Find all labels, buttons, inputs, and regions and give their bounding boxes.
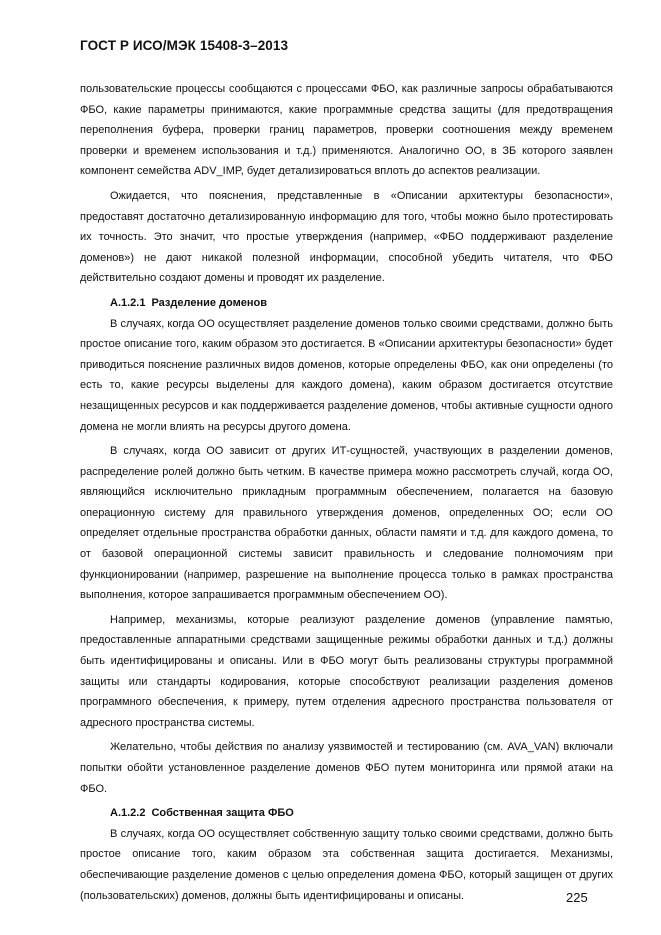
- document-body: [80, 79, 613, 910]
- paragraph: Ожидается, что пояснения, представленные в «Описании архитектуры безопасности», предоставят достаточно детализированную информацию для того, чтобы можно было протестировать их точность. Это значит, что простые утверждения (например, «ФБО поддерживают разделение доменов») не дают никакой полезной информации, способной убедить читателя, что ФБО действительно создают домены и проводят их разделение.: [80, 189, 613, 285]
- section-heading-domain-separation: [80, 293, 613, 314]
- section-number: А.1.2.1: [110, 296, 146, 309]
- paragraph: В случаях, когда ОО осуществляет разделение доменов только своими средствами, должно быть простое описание того, каким образом это достигается. В «Описании архитектуры безопасности» будет приводиться пояснение различных видов доменов, которые определены ФБО, как они определены (то есть то, какие ресурсы выделены для каждого домена), каким образом достигается отсутствие незащищенных ресурсов и как поддерживается разделение доменов, чтобы активные сущности одного домена не могли влиять на ресурсы другого домена.: [80, 317, 613, 433]
- paragraph-continuation: пользовательские процессы сообщаются с процессами ФБО, как различные запросы обрабатываются ФБО, какие параметры принимаются, какие программные средства защиты (для предотвращения переполнения буфера, проверки границ параметров, проверки соотношения между временем проверки и временем использования и т.д.) применяются. Аналогично ОО, в ЗБ которого заявлен компонент семейства ADV_IMP, будет детализироваться вплоть до аспектов реализации.: [80, 83, 613, 178]
- page-number: 225: [566, 890, 588, 905]
- section-title: Собственная защита ФБО: [151, 807, 294, 820]
- section-heading-self-protection: [80, 803, 613, 824]
- section-number: А.1.2.2: [110, 807, 146, 820]
- paragraph: В случаях, когда ОО зависит от других ИТ-сущностей, участвующих в разделении доменов, распределение ролей должно быть четким. В качестве примера можно рассмотреть случай, когда ОО, являющийся исключительно прикладным программным обеспечением, полагается на базовую операционную систему для правильного утверждения доменов, определенных ОО; если ОО определяет отдельные пространства обработки данных, области памяти и т.д. для каждого домена, то от базовой операционной системы зависит правильность и следование полномочиям при функционировании (например, разрешение на выполнение процесса только в рамках пространства выполнения, которое запрашивается программным обеспечением ОО).: [80, 445, 613, 602]
- section-title: Разделение доменов: [151, 296, 267, 309]
- document-header: ГОСТ Р ИСО/МЭК 15408-3–2013: [80, 38, 289, 53]
- paragraph: Например, механизмы, которые реализуют разделение доменов (управление памятью, предоставленные аппаратными средствами защищенные режимы обработки данных и т.д.) должны быть идентифицированы и описаны. Или в ФБО могут быть реализованы структуры программной защиты или стандарты кодирования, которые способствуют реализации разделения доменов программного обеспечения, к примеру, путем отделения адресного пространства пользователя от адресного пространства системы.: [80, 613, 613, 729]
- paragraph: Желательно, чтобы действия по анализу уязвимостей и тестированию (см. AVA_VAN) включали попытки обойти установленное разделение доменов ФБО путем мониторинга или прямой атаки на ФБО.: [80, 741, 613, 795]
- paragraph: В случаях, когда ОО осуществляет собственную защиту только своими средствами, должно быть простое описание того, каким образом эта собственная защита достигается. Механизмы, обеспечивающие разделение доменов с целью определения домена ФБО, который защищен от других (пользовательских) доменов, должны быть идентифицированы и описаны.: [80, 827, 613, 902]
